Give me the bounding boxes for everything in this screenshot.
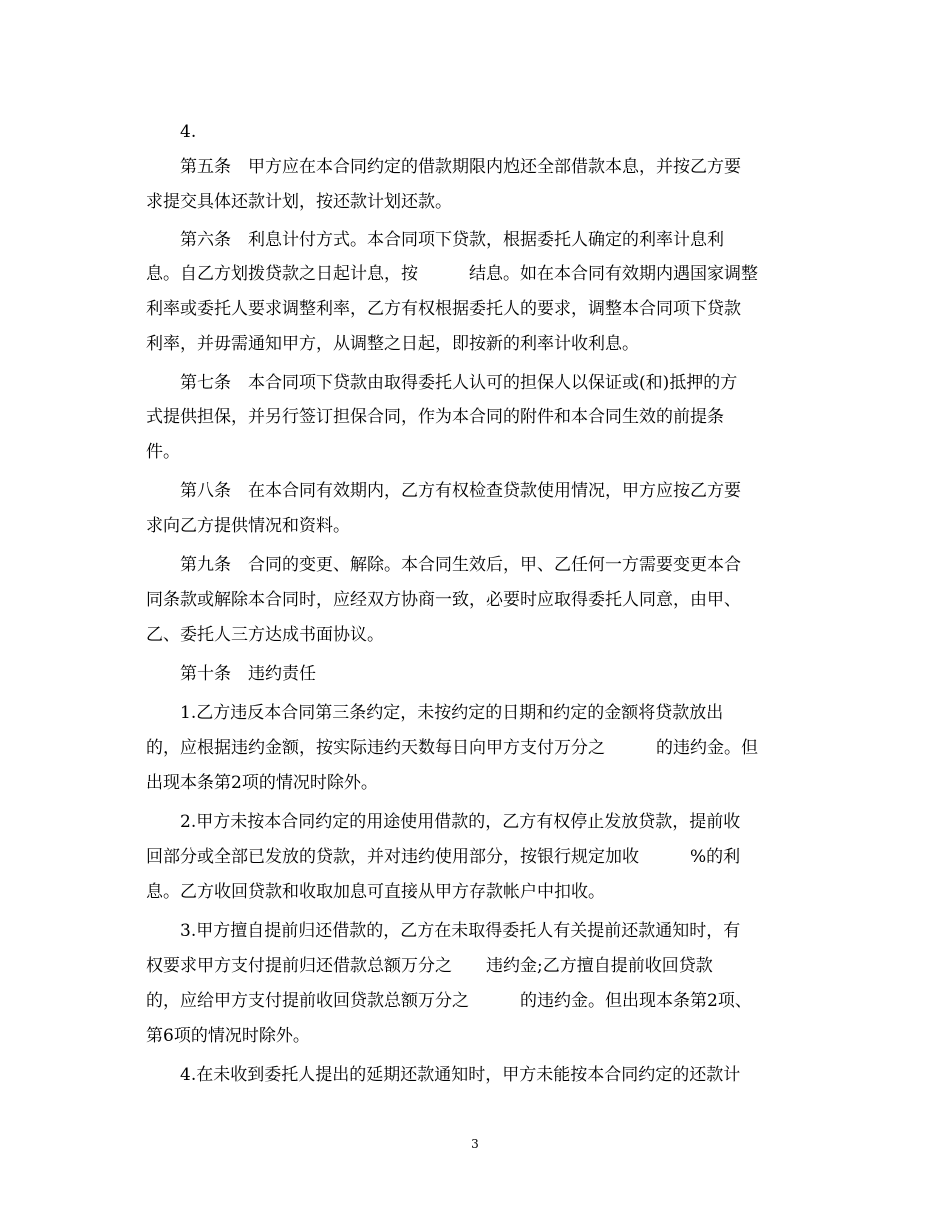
text-line: 第九条 合同的变更、解除。本合同生效后，甲、乙任何一方需要变更本合 xyxy=(180,555,741,575)
text-line: 2.甲方未按本合同约定的用途使用借款的，乙方有权停止发放贷款，提前收 xyxy=(180,812,741,832)
text-line: 4. xyxy=(180,122,197,142)
text-line: 第六条 利息计付方式。本合同项下贷款，根据委托人确定的利率计息利 xyxy=(180,230,724,250)
text-line: 息。自乙方划拨贷款之日起计息，按 结息。如在本合同有效期内遇国家调整 xyxy=(146,264,758,284)
text-line: 出现本条第2项的情况时除外。 xyxy=(146,773,378,793)
text-line: 同条款或解除本合同时，应经双方协商一致，必要时应取得委托人同意，由甲、 xyxy=(146,590,741,610)
text-line: 第五条 甲方应在本合同约定的借款期限内尥还全部借款本息，并按乙方要 xyxy=(180,157,741,177)
text-line: 3.甲方擅自提前归还借款的，乙方在未取得委托人有关提前还款通知时，有 xyxy=(180,921,741,941)
text-line: 第七条 本合同项下贷款由取得委托人认可的担保人以保证或(和)抵押的方 xyxy=(180,373,738,393)
text-line: 回部分或全部已发放的贷款，并对违约使用部分，按银行规定加收 %的利 xyxy=(146,847,741,867)
text-line: 第八条 在本合同有效期内，乙方有权检查贷款使用情况，甲方应按乙方要 xyxy=(180,481,741,501)
text-line: 求向乙方提供情况和资料。 xyxy=(146,516,350,536)
text-line: 件。 xyxy=(146,442,180,462)
text-line: 第6项的情况时除外。 xyxy=(146,1026,310,1046)
text-line: 利率或委托人要求调整利率，乙方有权根据委托人的要求，调整本合同项下贷款 xyxy=(146,299,741,319)
text-line: 的，应给甲方支付提前收回贷款总额万分之 的违约金。但出现本条第2项、 xyxy=(146,991,752,1011)
text-line: 的，应根据违约金额，按实际违约天数每日向甲方支付万分之 的违约金。但 xyxy=(146,738,758,758)
text-line: 4.在未收到委托人提出的延期还款通知时，甲方未能按本合同约定的还款计 xyxy=(180,1065,741,1085)
text-line: 乙、委托人三方达成书面协议。 xyxy=(146,625,384,645)
text-line: 第十条 违约责任 xyxy=(180,664,316,684)
text-line: 1.乙方违反本合同第三条约定，未按约定的日期和约定的金额将贷款放出 xyxy=(180,703,724,723)
text-line: 式提供担保，并另行签订担保合同，作为本合同的附件和本合同生效的前提条 xyxy=(146,407,724,427)
text-line: 利率，并毋需通知甲方，从调整之日起，即按新的利率计收利息。 xyxy=(146,334,639,354)
text-line: 权要求甲方支付提前归还借款总额万分之 违约金;乙方擅自提前收回贷款 xyxy=(146,956,713,976)
text-line: 息。乙方收回贷款和收取加息可直接从甲方存款帐户中扣收。 xyxy=(146,882,605,902)
text-line: 求提交具体还款计划，按还款计划还款。 xyxy=(146,192,452,212)
page-number: 3 xyxy=(471,1137,479,1151)
